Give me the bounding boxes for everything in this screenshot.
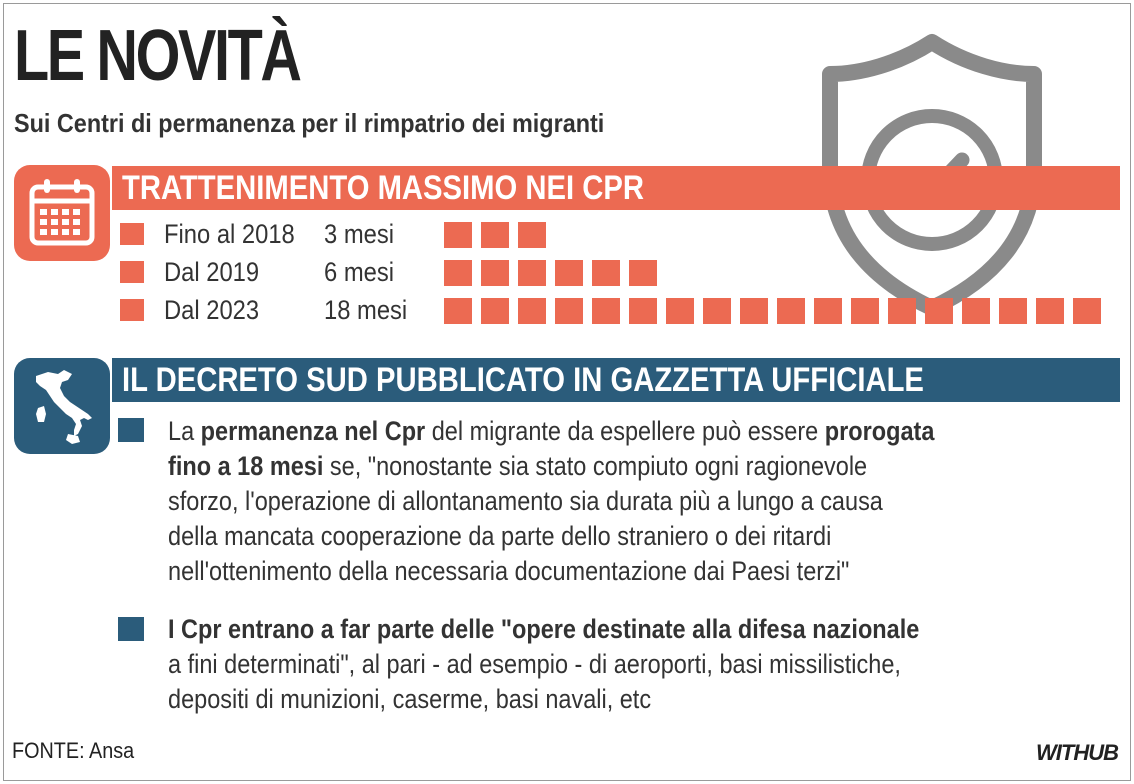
item2-line1: I Cpr entrano a far parte delle "opere destinate alla difesa nazionale	[168, 614, 920, 644]
month-square	[703, 298, 731, 324]
item2-line2: a fini determinati", al pari - ad esempio - di aeroporti, basi missilistiche,	[168, 649, 901, 679]
section-heading-decree: IL DECRETO SUD PUBBLICATO IN GAZZETTA UFFICIALE	[112, 358, 1120, 402]
row-label: Dal 2019	[164, 257, 260, 287]
month-square	[555, 260, 583, 286]
item1-line4: della mancata cooperazione da parte dello straniero o dei ritardi	[168, 521, 832, 551]
row-bullet	[120, 223, 144, 245]
month-square	[444, 260, 472, 286]
calendar-icon	[14, 165, 110, 261]
calendar-icon-box	[14, 165, 110, 261]
month-square	[814, 298, 842, 324]
page-title: LE NOVITÀ	[14, 16, 300, 96]
month-square	[629, 298, 657, 324]
month-square	[888, 298, 916, 324]
month-square	[962, 298, 990, 324]
month-square	[592, 260, 620, 286]
month-square	[481, 298, 509, 324]
month-square	[1036, 298, 1064, 324]
month-square	[444, 298, 472, 324]
section-heading-detention: TRATTENIMENTO MASSIMO NEI CPR	[112, 166, 1120, 210]
italy-map-icon	[14, 358, 110, 454]
row-value: 6 mesi	[324, 257, 394, 287]
month-square	[925, 298, 953, 324]
timeline-row-2019	[120, 257, 1120, 285]
month-square	[740, 298, 768, 324]
month-square	[851, 298, 879, 324]
row-value: 18 mesi	[324, 295, 408, 325]
brand-logo: WITHUB	[1036, 740, 1118, 765]
item1-line3: sforzo, l'operazione di allontanamento sia durata più a lungo a causa	[168, 486, 883, 516]
month-square	[518, 298, 546, 324]
month-square	[777, 298, 805, 324]
timeline-row-2018	[120, 219, 1120, 247]
item2-line3: depositi di munizioni, caserme, basi navali, etc	[168, 684, 652, 714]
month-square	[999, 298, 1027, 324]
month-square	[518, 260, 546, 286]
source-note: FONTE: Ansa	[12, 738, 135, 763]
timeline-row-2023	[120, 295, 1120, 323]
month-square	[629, 260, 657, 286]
row-value: 3 mesi	[324, 219, 394, 249]
month-square	[518, 222, 546, 248]
row-bullet	[120, 299, 144, 321]
page-subtitle: Sui Centri di permanenza per il rimpatrio dei migranti	[14, 108, 605, 138]
italy-icon-box	[14, 358, 110, 454]
month-square	[555, 298, 583, 324]
month-square	[592, 298, 620, 324]
item-bullet	[118, 617, 144, 641]
row-bullet	[120, 261, 144, 283]
item1-line5: nell'ottenimento della necessaria documentazione dai Paesi terzi"	[168, 556, 850, 586]
month-square	[666, 298, 694, 324]
item-bullet	[118, 418, 144, 442]
row-label: Dal 2023	[164, 295, 260, 325]
month-square	[481, 260, 509, 286]
item1-line2: fino a 18 mesi se, "nonostante sia stato compiuto ogni ragionevole	[168, 451, 868, 481]
month-square	[444, 222, 472, 248]
row-label: Fino al 2018	[164, 219, 295, 249]
month-square	[481, 222, 509, 248]
month-square	[1073, 298, 1101, 324]
item1-line1: La permanenza nel Cpr del migrante da espellere può essere prorogata	[168, 416, 935, 446]
